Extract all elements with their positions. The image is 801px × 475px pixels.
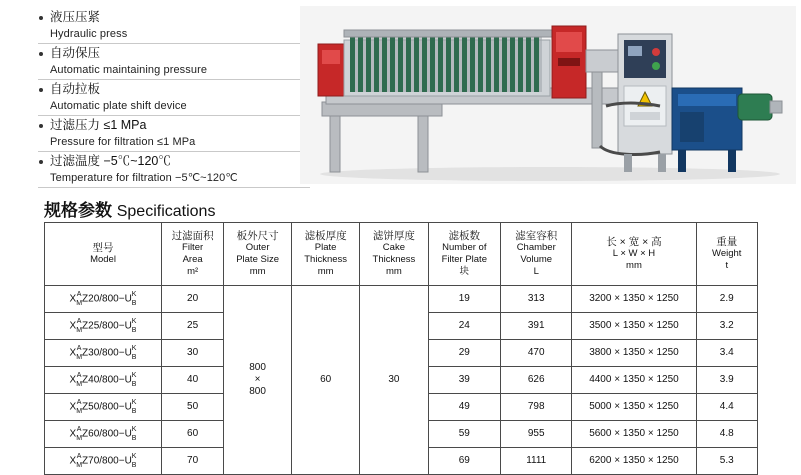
col-header-chamber-volume-cn: 滤室容积 (515, 230, 558, 242)
col-header-cake-thickness-en3: mm (385, 266, 402, 277)
model-stack2 (132, 371, 137, 389)
model-sub2: B (131, 381, 137, 388)
model-sub2: B (131, 354, 137, 361)
col-header-plate-size (224, 223, 292, 286)
cell-plate-count: 29 (428, 340, 501, 367)
model-sub: M (76, 381, 83, 388)
feature-label-en: Pressure for filtration ≤1 MPa (50, 136, 196, 148)
cell-cake-thickness: 30 (360, 286, 428, 475)
col-header-plate-thickness (292, 223, 360, 286)
model-sup2: K (131, 399, 137, 406)
model-sup2: K (131, 345, 137, 352)
cell-model (45, 286, 162, 313)
model-stack2 (132, 317, 137, 335)
model-sup: A (76, 426, 82, 433)
model-sup: A (76, 372, 82, 379)
model-mid: Z40/800−U (82, 374, 132, 386)
col-header-model (45, 223, 162, 286)
col-header-dimensions-en1: L × W × H (612, 248, 656, 259)
col-header-weight-en1: Weight (712, 248, 742, 259)
feature-item (38, 152, 310, 188)
table-row (45, 286, 758, 313)
cell-dimensions: 3500 × 1350 × 1250 (572, 313, 696, 340)
cell-model (45, 421, 162, 448)
cell-dimensions: 3200 × 1350 × 1250 (572, 286, 696, 313)
table-header-row (45, 223, 758, 286)
col-header-plate-thickness-en2: Thickness (304, 254, 348, 265)
model-prefix: X (69, 374, 77, 386)
cell-dimensions: 3800 × 1350 × 1250 (572, 340, 696, 367)
model-stack2 (132, 398, 137, 416)
cell-filter-area: 40 (162, 367, 224, 394)
cell-filter-area: 60 (162, 421, 224, 448)
cell-weight: 3.9 (696, 367, 757, 394)
col-header-cake-thickness-en1: Cake (382, 242, 405, 253)
cell-chamber-volume: 626 (501, 367, 572, 394)
model-prefix: X (69, 293, 77, 305)
col-header-plate-thickness-en1: Plate (314, 242, 337, 253)
model-sub: M (76, 462, 83, 469)
model-prefix: X (69, 320, 77, 332)
cell-dimensions: 5600 × 1350 × 1250 (572, 421, 696, 448)
specifications-table (44, 222, 758, 475)
col-header-filter-area (162, 223, 224, 286)
feature-label-cn: 自动拉板 (38, 81, 310, 98)
col-header-filter-plate-count (428, 223, 501, 286)
col-header-weight-cn: 重量 (716, 236, 738, 248)
plate-size-mid: × (254, 374, 261, 385)
cell-weight: 4.8 (696, 421, 757, 448)
model-sub: M (76, 408, 83, 415)
cell-weight: 3.4 (696, 340, 757, 367)
model-prefix: X (69, 347, 77, 359)
cell-model (45, 340, 162, 367)
col-header-plate-size-en3: mm (249, 266, 266, 277)
col-header-filter-plate-count-cn: 滤板数 (448, 230, 481, 242)
model-sup: A (76, 345, 82, 352)
model-stack2 (132, 344, 137, 362)
cell-plate-count: 49 (428, 394, 501, 421)
model-sub: M (76, 327, 83, 334)
cell-filter-area: 25 (162, 313, 224, 340)
cell-chamber-volume: 1111 (501, 448, 572, 475)
model-sup: A (76, 453, 82, 460)
cell-plate-count: 39 (428, 367, 501, 394)
feature-label-cn: 液压压紧 (38, 9, 310, 26)
cell-chamber-volume: 798 (501, 394, 572, 421)
cell-filter-area: 50 (162, 394, 224, 421)
model-sub: M (76, 300, 83, 307)
feature-label-en: Hydraulic press (50, 28, 128, 40)
col-header-plate-thickness-en3: mm (317, 266, 334, 277)
feature-label-en: Automatic maintaining pressure (50, 64, 208, 76)
section-title (44, 196, 215, 221)
model-sup: A (76, 399, 82, 406)
cell-dimensions: 4400 × 1350 × 1250 (572, 367, 696, 394)
feature-label-en: Temperature for filtration −5℃~120℃ (50, 172, 238, 184)
cell-plate-size (224, 286, 292, 475)
cell-chamber-volume: 391 (501, 313, 572, 340)
col-header-dimensions (572, 223, 696, 286)
model-sup2: K (131, 372, 137, 379)
col-header-plate-size-en2: Plate Size (236, 254, 279, 265)
model-mid: Z60/800−U (82, 428, 132, 440)
model-sup2: K (131, 426, 137, 433)
cell-chamber-volume: 313 (501, 286, 572, 313)
model-sup2: K (131, 291, 137, 298)
model-mid: Z50/800−U (82, 401, 132, 413)
plate-size-top: 800 (249, 362, 266, 373)
col-header-plate-thickness-cn: 滤板厚度 (304, 230, 347, 242)
col-header-filter-area-cn: 过滤面积 (171, 230, 214, 242)
col-header-filter-plate-count-en1: Number of (442, 242, 487, 253)
model-sup: A (76, 291, 82, 298)
col-header-filter-area-en3: m² (187, 266, 199, 277)
col-header-model-cn: 型号 (92, 242, 114, 254)
cell-weight: 3.2 (696, 313, 757, 340)
col-header-plate-size-cn: 板外尺寸 (236, 230, 279, 242)
col-header-chamber-volume-en2: Volume (520, 254, 553, 265)
section-title-en: Specifications (116, 203, 216, 220)
feature-list (38, 8, 310, 188)
feature-label-en: Automatic plate shift device (50, 100, 187, 112)
cell-dimensions: 5000 × 1350 × 1250 (572, 394, 696, 421)
model-sup: A (76, 318, 82, 325)
col-header-chamber-volume-en1: Chamber (516, 242, 556, 253)
model-sup2: K (131, 318, 137, 325)
col-header-dimensions-en2: mm (626, 260, 642, 271)
model-prefix: X (69, 401, 77, 413)
model-sub2: B (131, 300, 137, 307)
model-sub2: B (131, 408, 137, 415)
model-sup2: K (131, 453, 137, 460)
feature-label-cn: 过滤压力 ≤1 MPa (38, 117, 310, 134)
col-header-weight (696, 223, 757, 286)
cell-filter-area: 30 (162, 340, 224, 367)
feature-item (38, 44, 310, 80)
model-mid: Z30/800−U (82, 347, 132, 359)
model-mid: Z25/800−U (82, 320, 132, 332)
model-stack2 (132, 290, 137, 308)
col-header-filter-area-en2: Area (182, 254, 203, 265)
model-sub2: B (131, 435, 137, 442)
cell-model (45, 367, 162, 394)
cell-weight: 2.9 (696, 286, 757, 313)
product-photo (300, 6, 796, 184)
col-header-filter-plate-count-en3: 块 (459, 266, 470, 277)
model-sub: M (76, 354, 83, 361)
model-stack2 (132, 452, 137, 470)
feature-label-cn: 过滤温度 −5℃~120℃ (38, 153, 310, 170)
col-header-chamber-volume (501, 223, 572, 286)
model-prefix: X (69, 428, 77, 440)
cell-model (45, 313, 162, 340)
feature-item (38, 116, 310, 152)
cell-weight: 4.4 (696, 394, 757, 421)
cell-plate-count: 69 (428, 448, 501, 475)
feature-label-cn: 自动保压 (38, 45, 310, 62)
col-header-dimensions-cn: 长 × 宽 × 高 (606, 236, 662, 248)
plate-size-bot: 800 (249, 386, 266, 397)
col-header-cake-thickness (360, 223, 428, 286)
feature-item (38, 8, 310, 44)
col-header-plate-size-en1: Outer (245, 242, 270, 253)
col-header-chamber-volume-en3: L (533, 266, 539, 277)
col-header-filter-plate-count-en2: Filter Plate (441, 254, 487, 265)
cell-weight: 5.3 (696, 448, 757, 475)
top-section (0, 0, 801, 186)
feature-item (38, 80, 310, 116)
col-header-cake-thickness-en2: Thickness (372, 254, 416, 265)
cell-dimensions: 6200 × 1350 × 1250 (572, 448, 696, 475)
cell-plate-thickness: 60 (292, 286, 360, 475)
model-mid: Z70/800−U (82, 455, 132, 467)
cell-model (45, 448, 162, 475)
cell-plate-count: 19 (428, 286, 501, 313)
cell-plate-count: 24 (428, 313, 501, 340)
model-prefix: X (69, 455, 77, 467)
cell-chamber-volume: 955 (501, 421, 572, 448)
col-header-weight-en2: t (725, 260, 729, 271)
cell-filter-area: 20 (162, 286, 224, 313)
cell-filter-area: 70 (162, 448, 224, 475)
section-title-cn: 规格参数 (44, 201, 112, 220)
col-header-model-en: Model (90, 254, 116, 265)
model-sub2: B (131, 462, 137, 469)
model-stack2 (132, 425, 137, 443)
cell-plate-count: 59 (428, 421, 501, 448)
col-header-cake-thickness-cn: 滤饼厚度 (372, 230, 415, 242)
model-mid: Z20/800−U (82, 293, 132, 305)
cell-chamber-volume: 470 (501, 340, 572, 367)
model-sub: M (76, 435, 83, 442)
cell-model (45, 394, 162, 421)
col-header-filter-area-en1: Filter (182, 242, 204, 253)
model-sub2: B (131, 327, 137, 334)
